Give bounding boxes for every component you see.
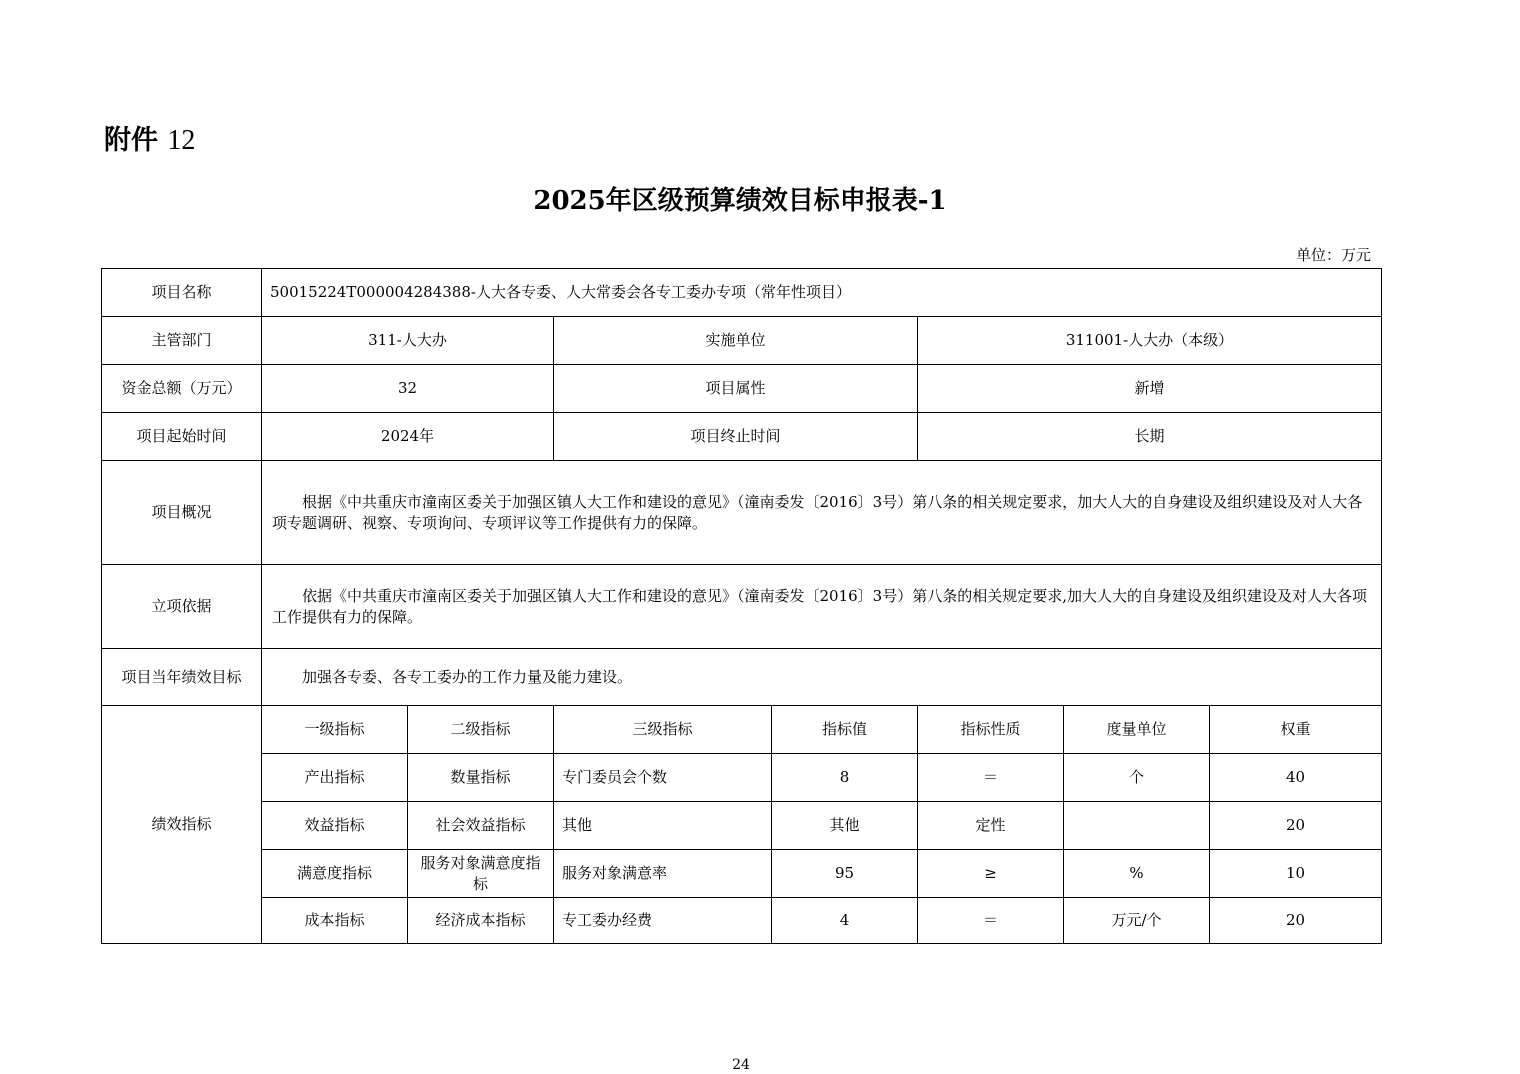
header-level1: 一级指标	[262, 706, 408, 754]
basis-text: 依据《中共重庆市潼南区委关于加强区镇人大工作和建设的意见》（潼南委发〔2016〕3号）第八条的相关规定要求,加大人大的自身建设及组织建设及对人大各项工作提供有力的保障。	[262, 565, 1382, 649]
indicator-level2: 社会效益指标	[408, 802, 554, 850]
indicator-weight: 20	[1210, 802, 1382, 850]
fund-label: 资金总额（万元）	[102, 365, 262, 413]
indicator-unit	[1064, 802, 1210, 850]
unit-note: 单位：万元	[1295, 246, 1371, 264]
indicator-weight: 10	[1210, 850, 1382, 898]
dept-label: 主管部门	[102, 317, 262, 365]
goal-label: 项目当年绩效目标	[102, 649, 262, 706]
indicator-row	[102, 802, 1382, 850]
indicator-level3: 其他	[554, 802, 772, 850]
table-row	[102, 461, 1382, 565]
indicator-level1: 成本指标	[262, 898, 408, 944]
indicator-nature: ＝	[918, 898, 1064, 944]
header-unit: 度量单位	[1064, 706, 1210, 754]
overview-text: 根据《中共重庆市潼南区委关于加强区镇人大工作和建设的意见》（潼南委发〔2016〕3号）第八条的相关规定要求，加大人大的自身建设及组织建设及对人大各项专题调研、视察、专项询问、专项评议等工作提供有力的保障。	[262, 461, 1382, 565]
header-level2: 二级指标	[408, 706, 554, 754]
indicator-header-row	[102, 706, 1382, 754]
page-title: 2025年区级预算绩效目标申报表-1	[533, 186, 947, 216]
indicator-row	[102, 850, 1382, 898]
indicators-section-label: 绩效指标	[102, 706, 262, 944]
attachment-number: 12	[167, 125, 196, 156]
overview-label: 项目概况	[102, 461, 262, 565]
impl-unit-value: 311001-人大办（本级）	[918, 317, 1382, 365]
indicator-level2: 数量指标	[408, 754, 554, 802]
indicator-unit: 个	[1064, 754, 1210, 802]
indicator-row	[102, 898, 1382, 944]
fund-value: 32	[262, 365, 554, 413]
indicator-unit: 万元/个	[1064, 898, 1210, 944]
indicator-value: 4	[772, 898, 918, 944]
project-attr-value: 新增	[918, 365, 1382, 413]
indicator-level1: 效益指标	[262, 802, 408, 850]
header-value: 指标值	[772, 706, 918, 754]
project-attr-label: 项目属性	[554, 365, 918, 413]
indicator-value: 其他	[772, 802, 918, 850]
start-time-label: 项目起始时间	[102, 413, 262, 461]
indicator-level1: 满意度指标	[262, 850, 408, 898]
indicator-level3: 服务对象满意率	[554, 850, 772, 898]
indicator-nature: 定性	[918, 802, 1064, 850]
end-time-value: 长期	[918, 413, 1382, 461]
indicator-weight: 20	[1210, 898, 1382, 944]
start-time-value: 2024年	[262, 413, 554, 461]
goal-text: 加强各专委、各专工委办的工作力量及能力建设。	[262, 649, 1382, 706]
project-name-label: 项目名称	[102, 269, 262, 317]
impl-unit-label: 实施单位	[554, 317, 918, 365]
indicator-level3: 专门委员会个数	[554, 754, 772, 802]
page-number: 24	[732, 1057, 750, 1073]
indicator-level1: 产出指标	[262, 754, 408, 802]
header-nature: 指标性质	[918, 706, 1064, 754]
attachment-label: 附件	[104, 125, 158, 156]
table-row	[102, 565, 1382, 649]
attachment-heading	[104, 118, 195, 157]
indicator-level2: 经济成本指标	[408, 898, 554, 944]
end-time-label: 项目终止时间	[554, 413, 918, 461]
table-row	[102, 365, 1382, 413]
table-row	[102, 317, 1382, 365]
indicator-level3: 专工委办经费	[554, 898, 772, 944]
indicator-level2: 服务对象满意度指标	[408, 850, 554, 898]
budget-performance-table	[101, 268, 1382, 944]
basis-label: 立项依据	[102, 565, 262, 649]
table-row	[102, 413, 1382, 461]
indicator-row	[102, 754, 1382, 802]
dept-value: 311-人大办	[262, 317, 554, 365]
header-weight: 权重	[1210, 706, 1382, 754]
header-level3: 三级指标	[554, 706, 772, 754]
indicator-nature: ≥	[918, 850, 1064, 898]
table-row	[102, 649, 1382, 706]
indicator-weight: 40	[1210, 754, 1382, 802]
indicator-value: 95	[772, 850, 918, 898]
project-name-value: 50015224T000004284388-人大各专委、人大常委会各专工委办专项（常年性项目）	[262, 269, 1382, 317]
indicator-unit: %	[1064, 850, 1210, 898]
indicator-value: 8	[772, 754, 918, 802]
table-row	[102, 269, 1382, 317]
indicator-nature: ＝	[918, 754, 1064, 802]
